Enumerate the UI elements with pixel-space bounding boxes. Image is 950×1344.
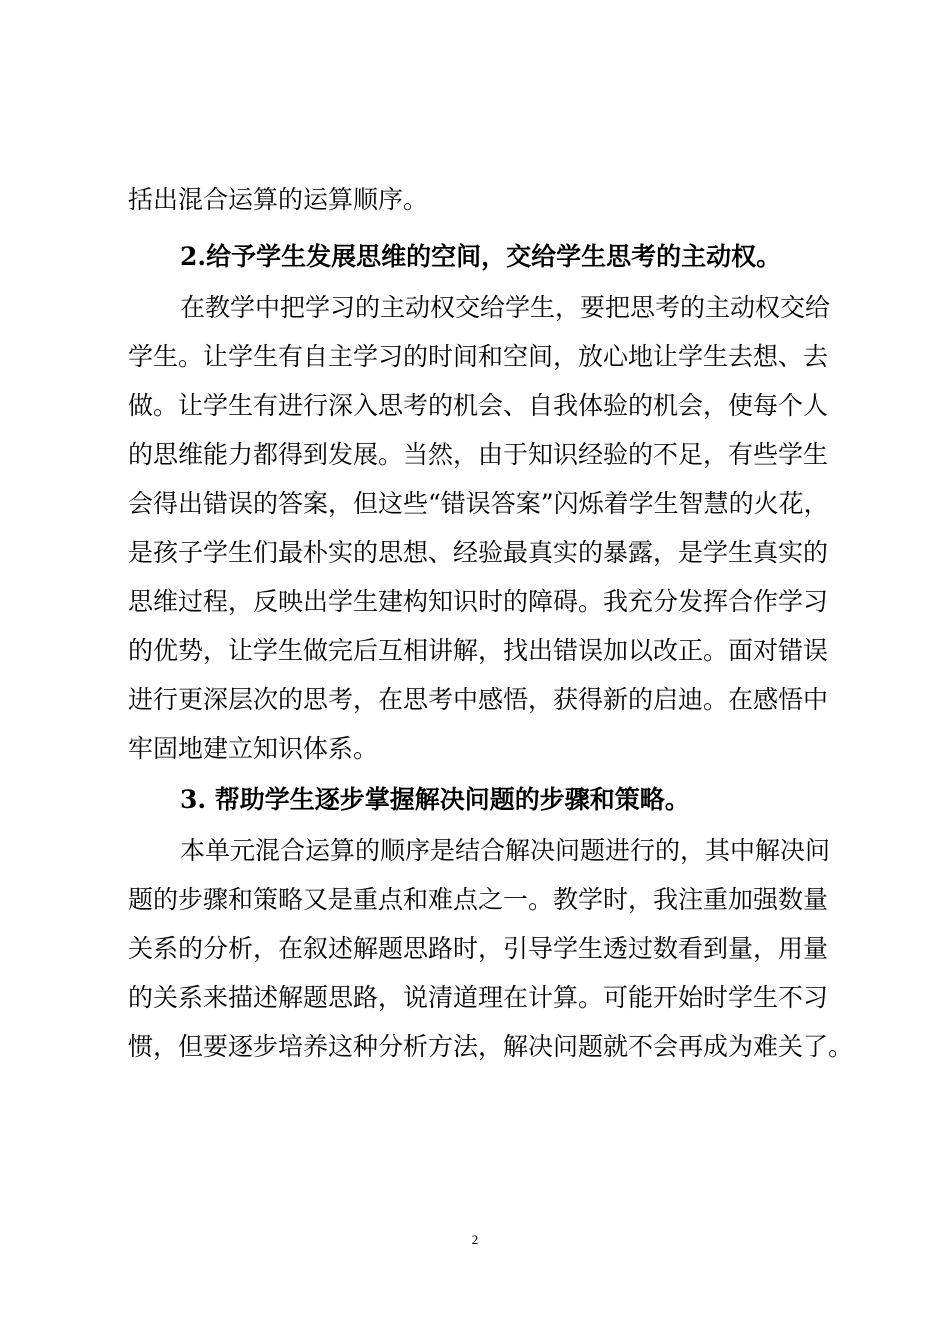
line-text: 的优势，让学生做完后互相讲解，找出错误加以改正。面对错误 — [128, 636, 829, 665]
line-text: 题的步骤和策略又是重点和难点之一。教学时，我注重加强数量 — [128, 885, 829, 914]
line-text: 本单元混合运算的顺序是结合解决问题进行的，其中解决问 — [180, 836, 831, 865]
heading-text: 2.给予学生发展思维的空间，交给学生思考的主动权。 — [180, 242, 782, 271]
line-text: 学生。让学生有自主学习的时间和空间，放心地让学生去想、去 — [128, 342, 829, 371]
line-text: 在教学中把学习的主动权交给学生，要把思考的主动权交给 — [180, 293, 831, 322]
line-text: 的思维能力都得到发展。当然，由于知识经验的不足，有些学生 — [128, 440, 829, 469]
line-text: 是孩子学生们最朴实的思想、经验最真实的暴露，是学生真实的 — [128, 538, 829, 567]
line-text: 的关系来描述解题思路，说清道理在计算。可能开始时学生不习 — [128, 983, 829, 1012]
line-text: 惯，但要逐步培养这种分析方法，解决问题就不会再成为难关了。 — [128, 1032, 854, 1061]
line-text: 牢固地建立知识体系。 — [128, 734, 379, 763]
line-text: 思维过程，反映出学生建构知识时的障碍。我充分发挥合作学习 — [128, 587, 829, 616]
line-text: 会得出错误的答案，但这些“错误答案”闪烁着学生智慧的火花， — [128, 489, 829, 518]
line-text: 进行更深层次的思考，在思考中感悟，获得新的启迪。在感悟中 — [128, 685, 829, 714]
line-text: 做。让学生有进行深入思考的机会、自我体验的机会，使每个人 — [128, 391, 829, 420]
line-text: 括出混合运算的运算顺序。 — [128, 185, 429, 214]
page-number: 2 — [471, 1232, 479, 1247]
heading-text: 3. 帮助学生逐步掌握解决问题的步骤和策略。 — [180, 785, 690, 814]
line-text: 关系的分析，在叙述解题思路时，引导学生透过数看到量，用量 — [128, 934, 829, 963]
